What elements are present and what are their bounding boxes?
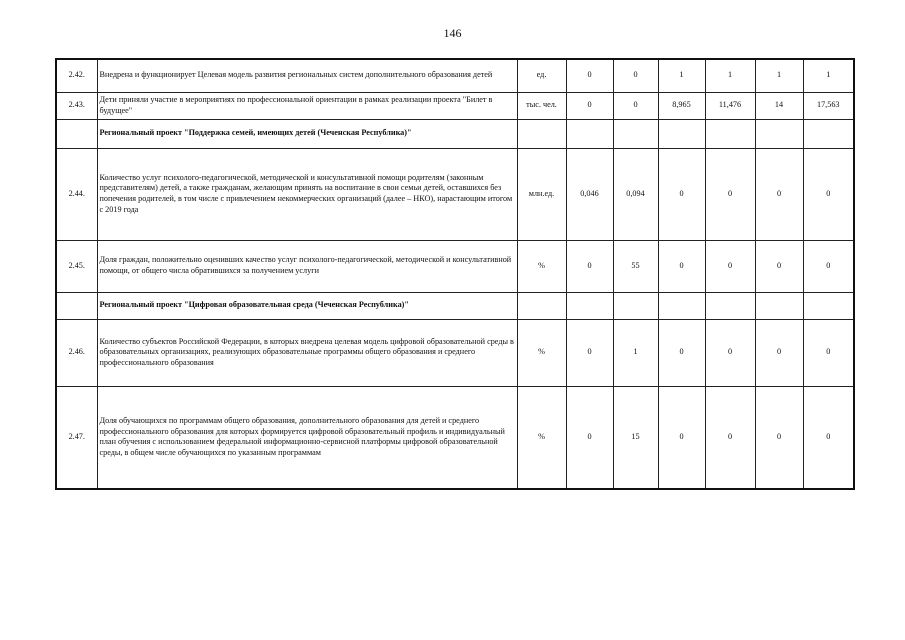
row-description: Дети приняли участие в мероприятиях по профессиональной ориентации в рамках реализации проекта "Билет в будущее" (97, 92, 517, 119)
table-row (56, 92, 854, 119)
row-unit: тыс. чел. (517, 92, 566, 119)
section-title: Региональный проект "Цифровая образовательная среда (Чеченская Республика)" (97, 292, 517, 319)
row-value: 1 (755, 59, 803, 92)
row-value: 8,965 (658, 92, 705, 119)
row-value: 0 (803, 240, 854, 292)
row-description: Количество услуг психолого-педагогической, методической и консультативной помощи родителям (законным представителям) детей, а также гражданам, желающим принять на воспитание в свои семьи детей, оставшихся без попечения родителей, в том числе с привлечением некоммерческих организаций (далее – НКО), нарастающим итогом с 2019 года (97, 148, 517, 240)
row-value: 55 (613, 240, 658, 292)
row-value: 0 (755, 240, 803, 292)
row-value: 0 (705, 148, 755, 240)
row-value: 0 (705, 319, 755, 386)
row-unit: % (517, 240, 566, 292)
row-value: 0 (613, 92, 658, 119)
row-value: 17,563 (803, 92, 854, 119)
row-unit: млн.ед. (517, 148, 566, 240)
table-row (56, 386, 854, 489)
row-value: 1 (658, 59, 705, 92)
row-value: 0 (803, 319, 854, 386)
row-value: 0,046 (566, 148, 613, 240)
row-value: 14 (755, 92, 803, 119)
row-value: 11,476 (705, 92, 755, 119)
section-title: Региональный проект "Поддержка семей, имеющих детей (Чеченская Республика)" (97, 119, 517, 148)
row-unit: % (517, 319, 566, 386)
row-value: 0 (755, 319, 803, 386)
row-value: 0 (566, 59, 613, 92)
row-number: 2.42. (56, 59, 97, 92)
row-value: 0 (613, 59, 658, 92)
row-value: 0 (566, 386, 613, 489)
row-description: Количество субъектов Российской Федерации, в которых внедрена целевая модель цифровой образовательной среды в образовательных организациях, реализующих образовательные программы общего образования и среднего профессионального образования (97, 319, 517, 386)
row-unit: ед. (517, 59, 566, 92)
row-value: 0 (705, 240, 755, 292)
row-description: Внедрена и функционирует Целевая модель развития региональных систем дополнительного образования детей (97, 59, 517, 92)
indicators-table (55, 58, 855, 490)
table-row (56, 148, 854, 240)
row-number: 2.43. (56, 92, 97, 119)
section-row (56, 292, 854, 319)
row-value: 0 (755, 386, 803, 489)
row-number: 2.44. (56, 148, 97, 240)
row-value: 0 (658, 319, 705, 386)
page-number: 146 (443, 26, 462, 40)
section-row (56, 119, 854, 148)
row-number: 2.47. (56, 386, 97, 489)
row-value: 0 (705, 386, 755, 489)
row-value: 1 (705, 59, 755, 92)
row-value: 0 (803, 386, 854, 489)
row-value: 15 (613, 386, 658, 489)
row-value: 0 (658, 386, 705, 489)
row-description: Доля обучающихся по программам общего образования, дополнительного образования для детей и среднего профессионального образования для которых формируется цифровой образовательный профиль и индивидуальный план обучения с использованием федеральной информационно-сервисной платформы цифровой образовательной среды, в общем числе обучающихся по указанным программам (97, 386, 517, 489)
row-value: 0 (658, 148, 705, 240)
row-value: 1 (613, 319, 658, 386)
row-value: 0 (803, 148, 854, 240)
row-value: 1 (803, 59, 854, 92)
table-row (56, 59, 854, 92)
row-number: 2.46. (56, 319, 97, 386)
row-value: 0 (566, 92, 613, 119)
row-number: 2.45. (56, 240, 97, 292)
table-row (56, 319, 854, 386)
row-unit: % (517, 386, 566, 489)
row-value: 0 (658, 240, 705, 292)
row-value: 0 (566, 319, 613, 386)
row-value: 0 (755, 148, 803, 240)
row-value: 0,094 (613, 148, 658, 240)
table-row (56, 240, 854, 292)
row-description: Доля граждан, положительно оценивших качество услуг психолого-педагогической, методической и консультативной помощи, от общего числа обратившихся за получением услуги (97, 240, 517, 292)
row-value: 0 (566, 240, 613, 292)
